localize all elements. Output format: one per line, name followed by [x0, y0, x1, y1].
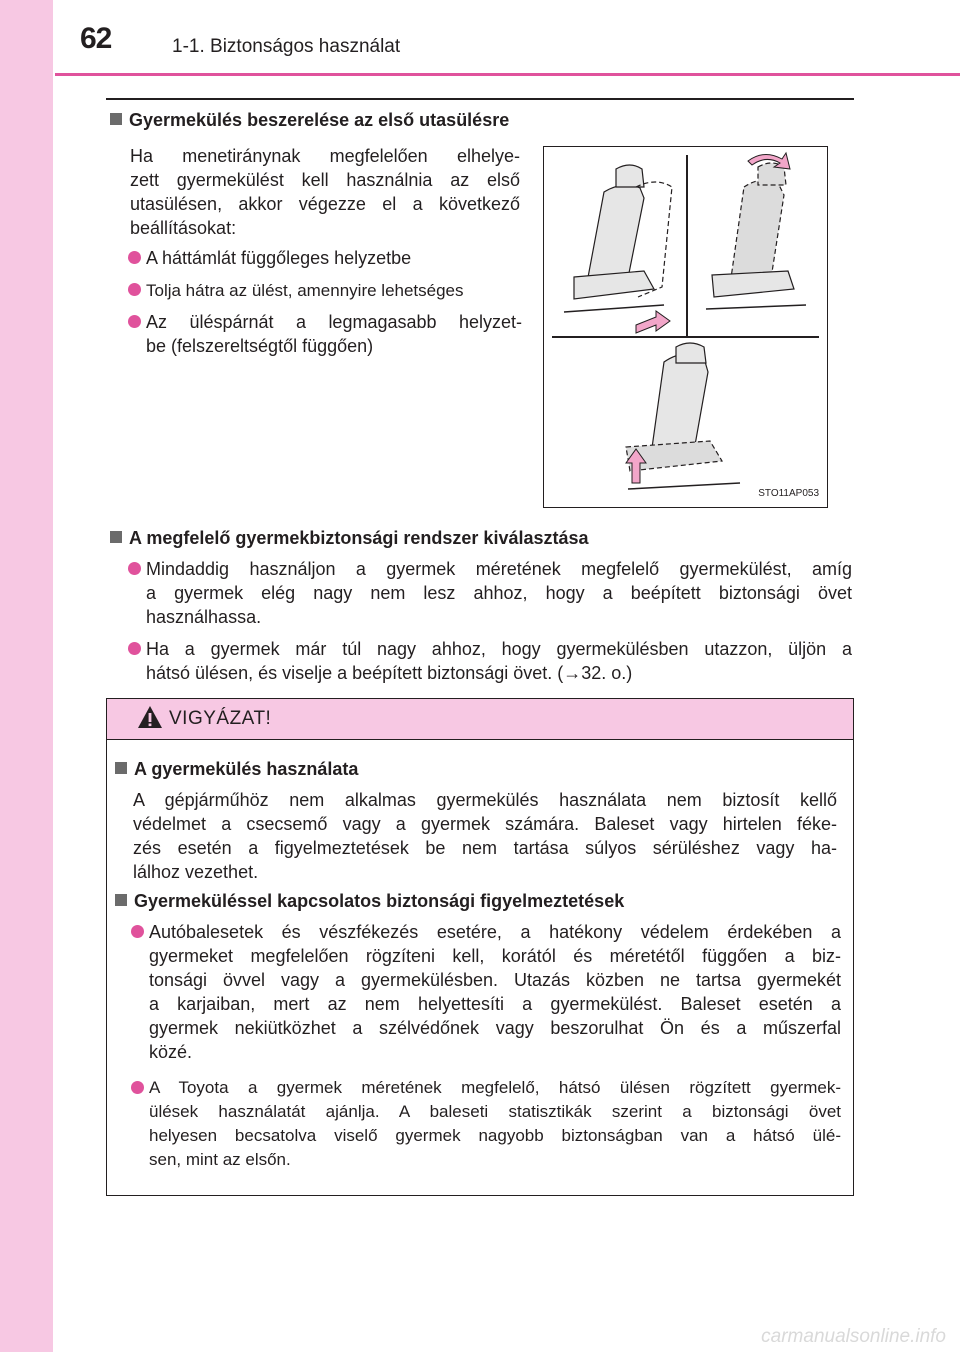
intro-paragraph: Ha menetiránynak megfelelően elhelye- zett gyermekülést kell használnia az első utasülésen, akkor végezze el a következő beállításokat: [130, 146, 520, 238]
list-item: Autóbalesetek és vészfékezés esetére, a hatékony védelem érdekében a gyermeket megfelelően rögzíteni kell, korától és méretétől függően a biz- tonsági övvel vagy a gyermekülésben. Utazás közben ne tartsa gyermekét a karjaiban, mert az nem helyettesíti a gyermekülést. Baleset esetén a gyermek nekiütközhet a szélvédőnek vagy beszorulhat Ön és a műszerfal közé. [149, 920, 841, 1064]
list-item: Tolja hátra az ülést, amennyire lehetséges [146, 278, 522, 303]
figure-code: STO11AP053 [758, 488, 819, 499]
caution-title: VIGYÁZAT! [169, 708, 272, 729]
bullet-dot-icon [128, 562, 141, 575]
section-rule [106, 98, 854, 100]
bullet-dot-icon [131, 1081, 144, 1094]
list-item: A háttámlát függőleges helyzetbe [146, 246, 522, 270]
header-rule [55, 73, 960, 76]
bullet-dot-icon [128, 315, 141, 328]
side-tab-band [0, 0, 53, 1352]
caution-box [106, 698, 854, 1196]
section-heading-select: A megfelelő gyermekbiztonsági rendszer kiválasztása [110, 528, 589, 549]
list-item: Mindaddig használjon a gyermek méretének megfelelő gyermekülést, amíg a gyermek elég nagy nem lesz ahhoz, hogy a beépített biztonsági övet használhassa. [146, 557, 852, 629]
list-item: A Toyota a gyermek méretének megfelelő, hátsó ülésen rögzített gyermek- ülések használatát ajánlja. A baleseti statisztikák szerint a biztonsági övet helyesen becsatolva viselő gyermek nagyobb biztonságban van a hátsó ülé- sen, mint az elsőn. [149, 1076, 841, 1172]
section-heading-install: Gyermekülés beszerelése az első utasülésre [110, 110, 509, 131]
seat-height-icon [626, 343, 740, 489]
caution-header [107, 699, 853, 740]
caution-subheading-usage: A gyermekülés használata [115, 759, 358, 780]
bullet-dot-icon [128, 642, 141, 655]
watermark: carmanualsonline.info [761, 1326, 946, 1347]
square-bullet-icon [115, 894, 127, 906]
chapter-title: 1-1. Biztonságos használat [172, 36, 401, 57]
seat-diagram [544, 147, 827, 507]
bullet-dot-icon [128, 283, 141, 296]
warning-triangle-icon [137, 705, 163, 729]
square-bullet-icon [115, 762, 127, 774]
seat-adjustment-illustration [543, 146, 828, 508]
page-number: 62 [80, 22, 112, 55]
seat-slide-icon [564, 165, 672, 333]
list-item: Az üléspárnát a legmagasabb helyzet- be (felszereltségtől függően) [146, 310, 522, 358]
square-bullet-icon [110, 531, 122, 543]
caution-usage-paragraph: A gépjárműhöz nem alkalmas gyermekülés használata nem biztosít kellő védelmet a csecsemő vagy a gyermek számára. Baleset vagy hirtelen féke- zés esetén a figyelmeztetések be nem tartása súlyos sérüléshez vagy ha- lálhoz vezethet. [133, 790, 837, 882]
square-bullet-icon [110, 113, 122, 125]
seat-recline-icon [706, 153, 806, 309]
bullet-dot-icon [128, 251, 141, 264]
list-item: Ha a gyermek már túl nagy ahhoz, hogy gyermekülésben utazzon, üljön a hátsó ülésen, és viselje a beépített biztonsági övet. (→32. o.) [146, 637, 852, 685]
bullet-dot-icon [131, 925, 144, 938]
caution-subheading-warnings: Gyermeküléssel kapcsolatos biztonsági figyelmeztetések [115, 891, 624, 912]
